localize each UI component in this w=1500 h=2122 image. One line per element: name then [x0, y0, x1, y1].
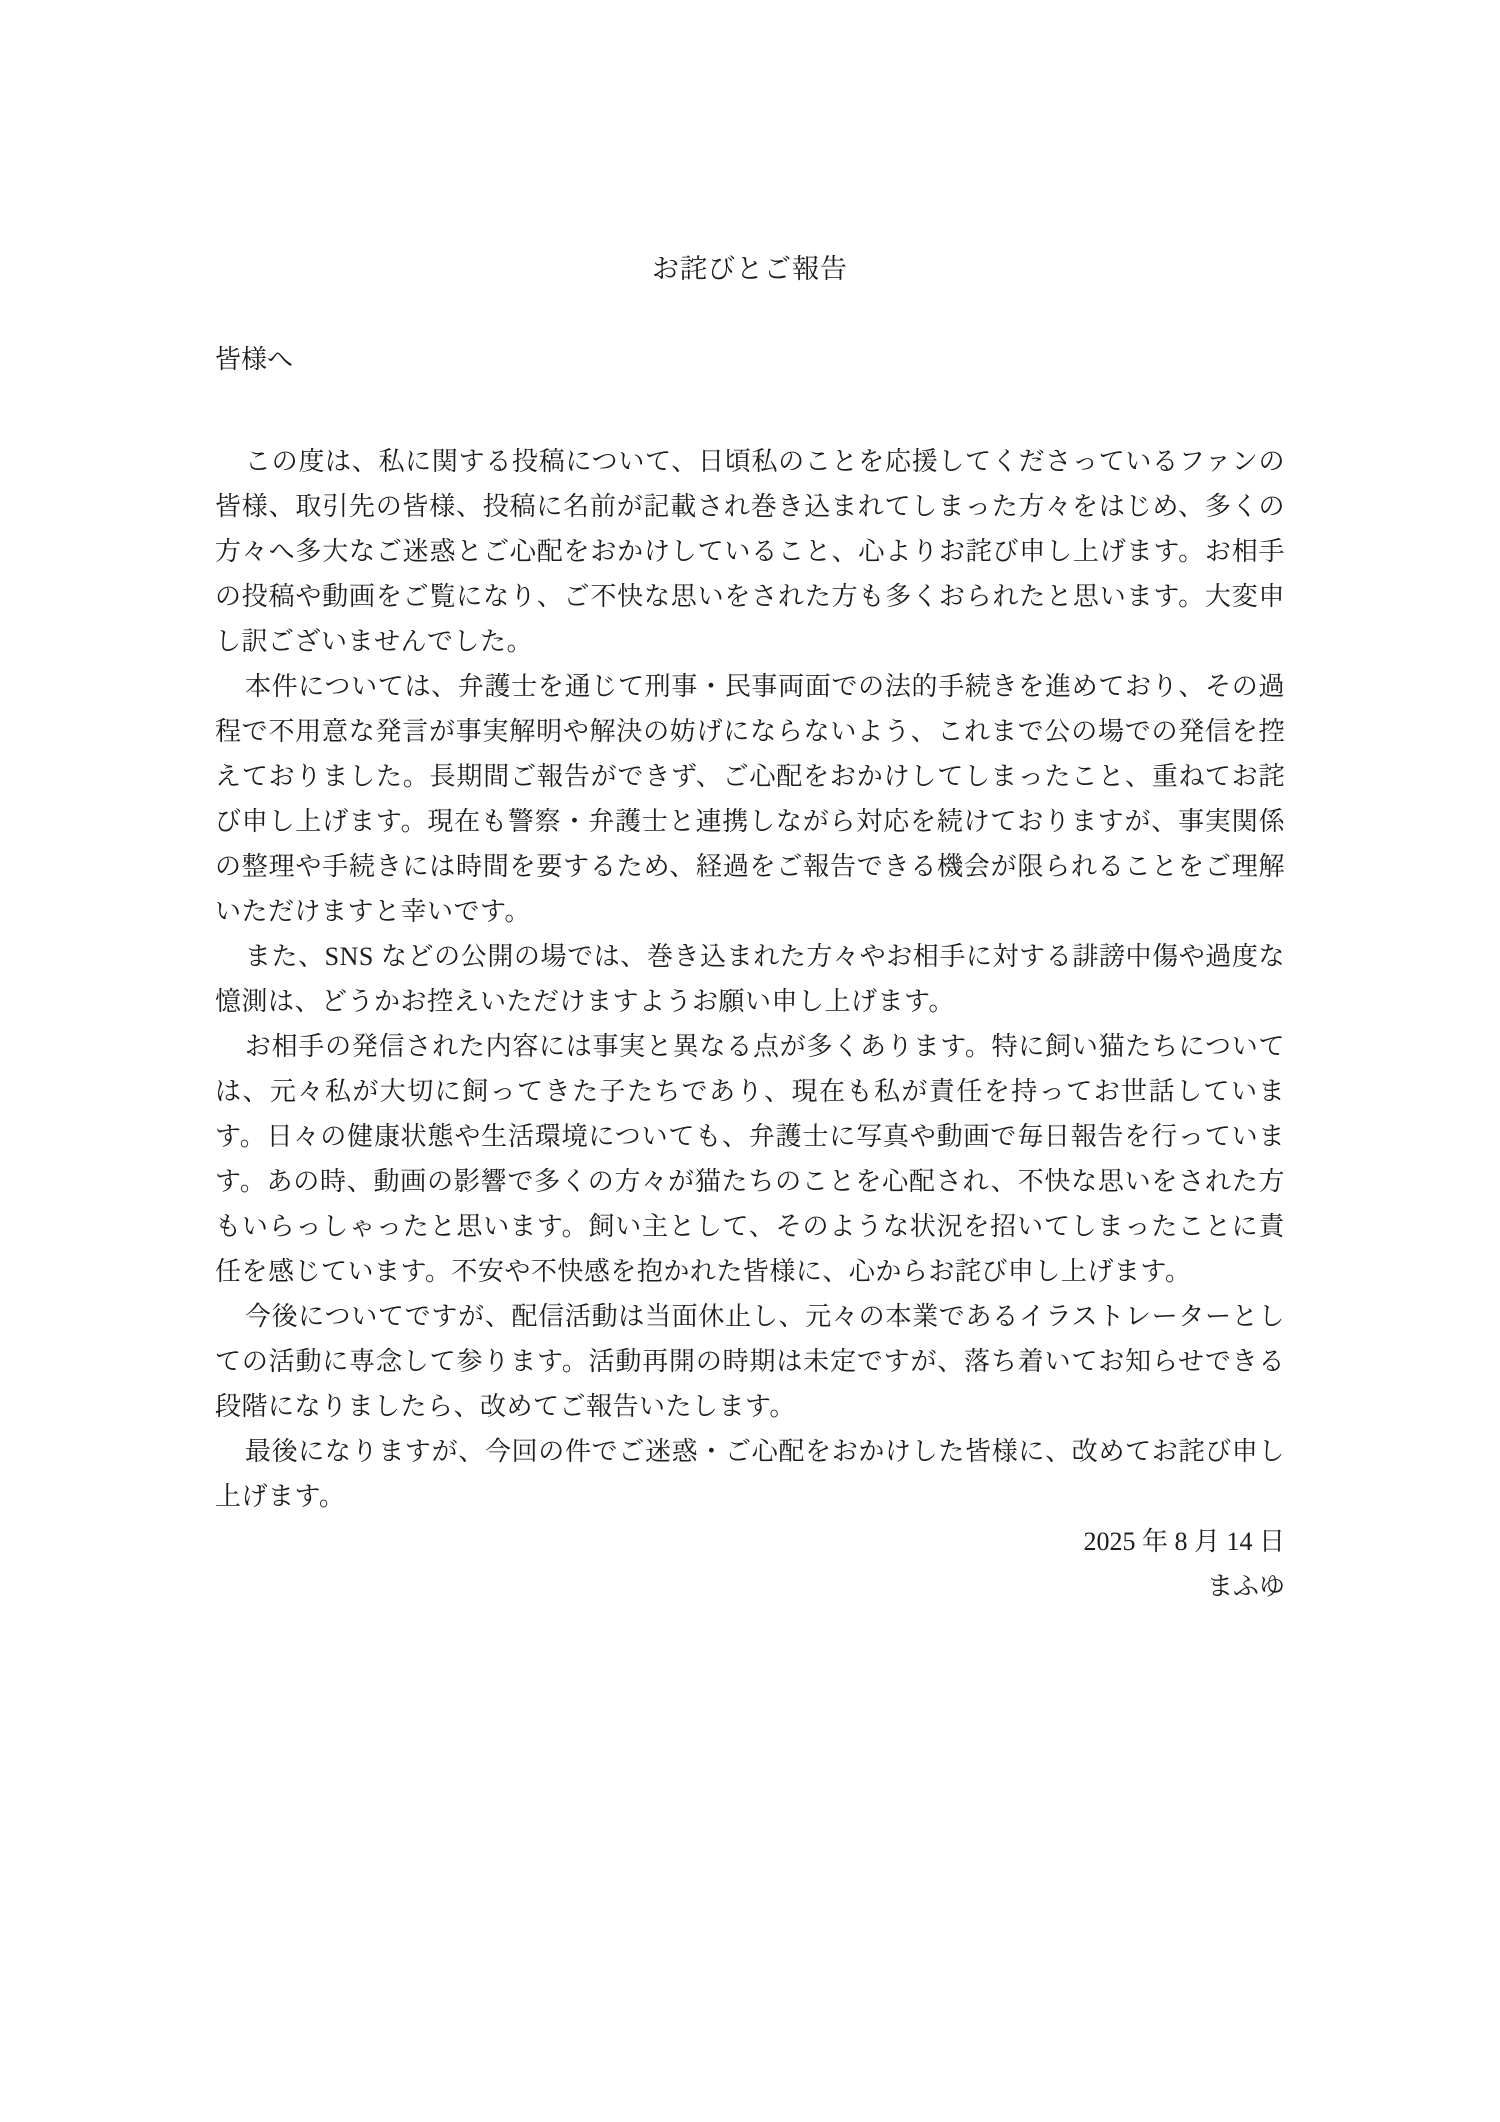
paragraph-sns-request: また、SNS などの公開の場では、巻き込まれた方々やお相手に対する誹謗中傷や過度な憶測は、どうかお控えいただけますようお願い申し上げます。	[215, 942, 1285, 1016]
document-title: お詫びとご報告	[652, 254, 848, 284]
paragraph-cats-facts: お相手の発信された内容には事実と異なる点が多くあります。特に飼い猫たちについては、元々私が大切に飼ってきた子たちであり、現在も私が責任を持ってお世話しています。日々の健康状態や生活環境についても、弁護士に写真や動画で毎日報告を行っています。あの時、動画の影響で多くの方々が猫たちのことを心配され、不快な思いをされた方もいらっしゃったと思います。飼い主として、そのような状況を招いてしまったことに責任を感じています。不安や不快感を抱かれた皆様に、心からお詫び申し上げます。	[215, 1032, 1285, 1286]
signature-name: まふゆ	[1206, 1572, 1285, 1601]
paragraph-closing-apology: 最後になりますが、今回の件でご迷惑・ご心配をおかけした皆様に、改めてお詫び申し上げます。	[215, 1437, 1285, 1511]
document-date: 2025 年 8 月 14 日	[1083, 1527, 1285, 1556]
paragraph-apology-overview: この度は、私に関する投稿について、日頃私のことを応援してくださっているファンの皆様、取引先の皆様、投稿に名前が記載され巻き込まれてしまった方々をはじめ、多くの方々へ多大なご迷惑とご心配をおかけしていること、心よりお詫び申し上げます。お相手の投稿や動画をご覧になり、ご不快な思いをされた方も多くおられたと思います。大変申し訳ございませんでした。	[215, 447, 1285, 656]
paragraph-legal-proceedings: 本件については、弁護士を通じて刑事・民事両面での法的手続きを進めており、その過程で不用意な発言が事実解明や解決の妨げにならないよう、これまで公の場での発信を控えておりました。長期間ご報告ができず、ご心配をおかけしてしまったこと、重ねてお詫び申し上げます。現在も警察・弁護士と連携しながら対応を続けておりますが、事実関係の整理や手続きには時間を要するため、経過をご報告できる機会が限られることをご理解いただけますと幸いです。	[215, 672, 1285, 926]
paragraph-future-activities: 今後についてですが、配信活動は当面休止し、元々の本業であるイラストレーターとしての活動に専念して参ります。活動再開の時期は未定ですが、落ち着いてお知らせできる段階になりましたら、改めてご報告いたします。	[215, 1302, 1285, 1421]
salutation: 皆様へ	[215, 345, 294, 374]
letter-body	[215, 439, 1285, 1519]
